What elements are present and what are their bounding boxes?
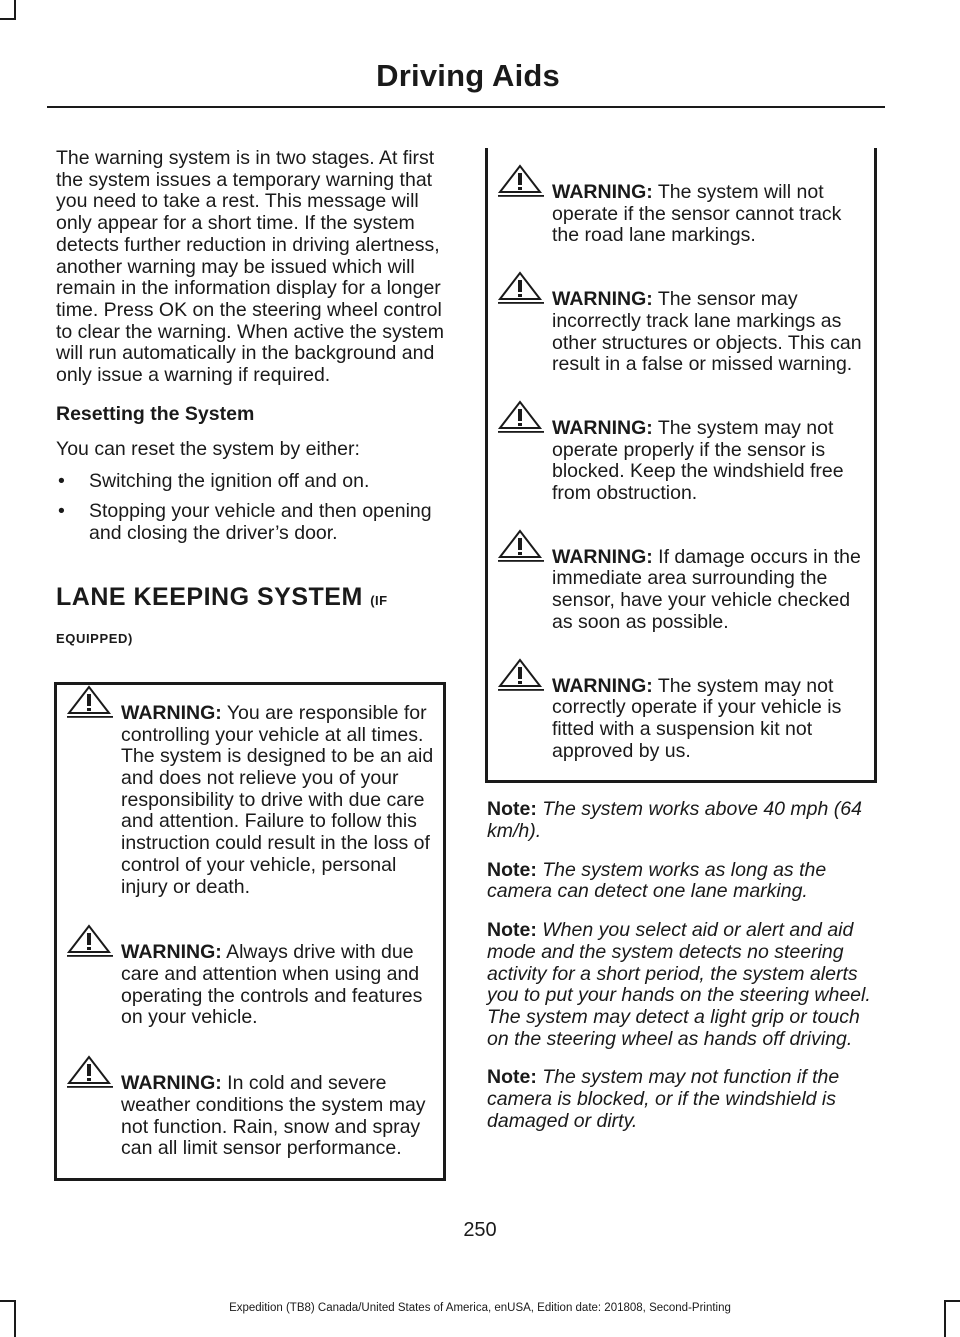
warning-item xyxy=(494,418,868,505)
warning-text xyxy=(63,703,437,898)
list-item-text: Stopping your vehicle and then opening and closing the driver’s door. xyxy=(89,499,432,544)
crop-mark xyxy=(14,0,16,20)
note xyxy=(487,920,877,1050)
note-label: Note: xyxy=(487,919,537,942)
warning-triangle-icon xyxy=(494,658,546,698)
warning-body: The system will not operate if the sensor cannot track the road lane markings. xyxy=(552,181,842,247)
footer-text: Expedition (TB8) Canada/United States of America, enUSA, Edition date: 201808, Second-Printing xyxy=(229,1302,731,1314)
section-heading-suffix: (IF xyxy=(370,593,388,609)
warning-label: WARNING: xyxy=(121,1072,222,1095)
warning-body: You are responsible for controlling your vehicle at all times. The system is designed to be an aid and does not relieve you of your responsibility to drive with due care and attention. Failure to follow this instruction could result in the loss of control of your vehicle, personal injury or death. xyxy=(121,701,434,898)
warning-body: If damage occurs in the immediate area surrounding the sensor, have your vehicle checked as soon as possible. xyxy=(552,545,861,633)
warning-text xyxy=(494,418,868,505)
section-heading xyxy=(56,582,446,616)
note xyxy=(487,860,877,903)
list-item xyxy=(56,471,446,493)
warning-text xyxy=(494,182,868,247)
note xyxy=(487,1067,877,1132)
note-text: The system works above 40 mph (64 km/h). xyxy=(487,798,862,843)
warning-triangle-icon xyxy=(494,271,546,311)
note-label: Note: xyxy=(487,858,537,881)
list-item xyxy=(56,501,446,544)
warning-triangle-icon xyxy=(494,400,546,440)
note xyxy=(487,799,877,842)
note-text: The system works as long as the camera can detect one lane marking. xyxy=(487,858,827,903)
note-label: Note: xyxy=(487,1066,537,1089)
warning-text xyxy=(63,1073,437,1160)
warning-text xyxy=(494,547,868,634)
warning-body: Always drive with due care and attention when using and operating the controls and features on your vehicle. xyxy=(121,941,423,1029)
warning-triangle-icon xyxy=(63,924,115,964)
warning-label: WARNING: xyxy=(552,545,653,568)
list-item-text: Switching the ignition off and on. xyxy=(89,470,370,493)
warning-body: The sensor may incorrectly track lane markings as other structures or objects. This can result in a false or missed warning. xyxy=(552,288,862,376)
right-column xyxy=(487,148,877,1150)
warning-body: In cold and severe weather conditions the system may not function. Rain, snow and spray can all limit sensor performance. xyxy=(121,1072,426,1160)
intro-paragraph: The warning system is in two stages. At first the system issues a temporary warning that you need to take a rest. This message will only appear for a short time. If the system detects further reduction in driving alertness, another warning may be issued which will remain in the information display for a longer time. Press OK on the steering wheel control to clear the warning. When active the system will run automatically in the background and only issue a warning if required. xyxy=(56,147,445,387)
note-text: The system may not function if the camera is blocked, or if the windshield is damaged or dirty. xyxy=(487,1066,840,1132)
warning-box xyxy=(485,148,877,783)
warning-item xyxy=(494,289,868,376)
warning-item xyxy=(63,1073,437,1160)
warning-text xyxy=(494,676,868,763)
warning-label: WARNING: xyxy=(552,416,653,439)
page-title: Driving Aids xyxy=(376,58,560,93)
warning-item xyxy=(494,182,868,247)
bullet-glyph: • xyxy=(58,499,65,522)
page-number: 250 xyxy=(463,1219,497,1241)
note-text: When you select aid or alert and aid mode and the system detects no steering activity for a short period, the system alerts you to put your hands on the steering wheel. The system may detect a light grip or touch on the steering wheel as hands off driving. xyxy=(487,919,871,1050)
warning-item xyxy=(63,942,437,1029)
warning-triangle-icon xyxy=(494,164,546,204)
warning-triangle-icon xyxy=(494,529,546,569)
warning-item xyxy=(63,703,437,898)
warning-text xyxy=(494,289,868,376)
warning-text xyxy=(63,942,437,1029)
subheading-resetting: Resetting the System xyxy=(56,402,255,425)
reset-intro: You can reset the system by either: xyxy=(56,438,360,461)
warning-label: WARNING: xyxy=(121,941,222,964)
warning-triangle-icon xyxy=(63,1055,115,1095)
warning-body: The system may not correctly operate if your vehicle is fitted with a suspension kit not approved by us. xyxy=(552,674,842,762)
warning-label: WARNING: xyxy=(121,701,222,724)
warning-label: WARNING: xyxy=(552,674,653,697)
warning-body: The system may not operate properly if the sensor is blocked. Keep the windshield free from obstruction. xyxy=(552,416,844,505)
crop-mark xyxy=(0,18,16,20)
warning-box xyxy=(54,682,446,1181)
warning-label: WARNING: xyxy=(552,288,653,311)
warning-item xyxy=(494,676,868,763)
section-heading-cont: EQUIPPED) xyxy=(56,631,133,647)
warning-item xyxy=(494,547,868,634)
reset-options-list xyxy=(56,471,446,544)
warning-triangle-icon xyxy=(63,685,115,725)
header-divider xyxy=(47,106,885,108)
bullet-glyph: • xyxy=(58,470,65,493)
section-heading-text: LANE KEEPING SYSTEM xyxy=(56,583,363,612)
note-label: Note: xyxy=(487,798,537,821)
warning-label: WARNING: xyxy=(552,181,653,203)
left-column xyxy=(56,148,446,1181)
